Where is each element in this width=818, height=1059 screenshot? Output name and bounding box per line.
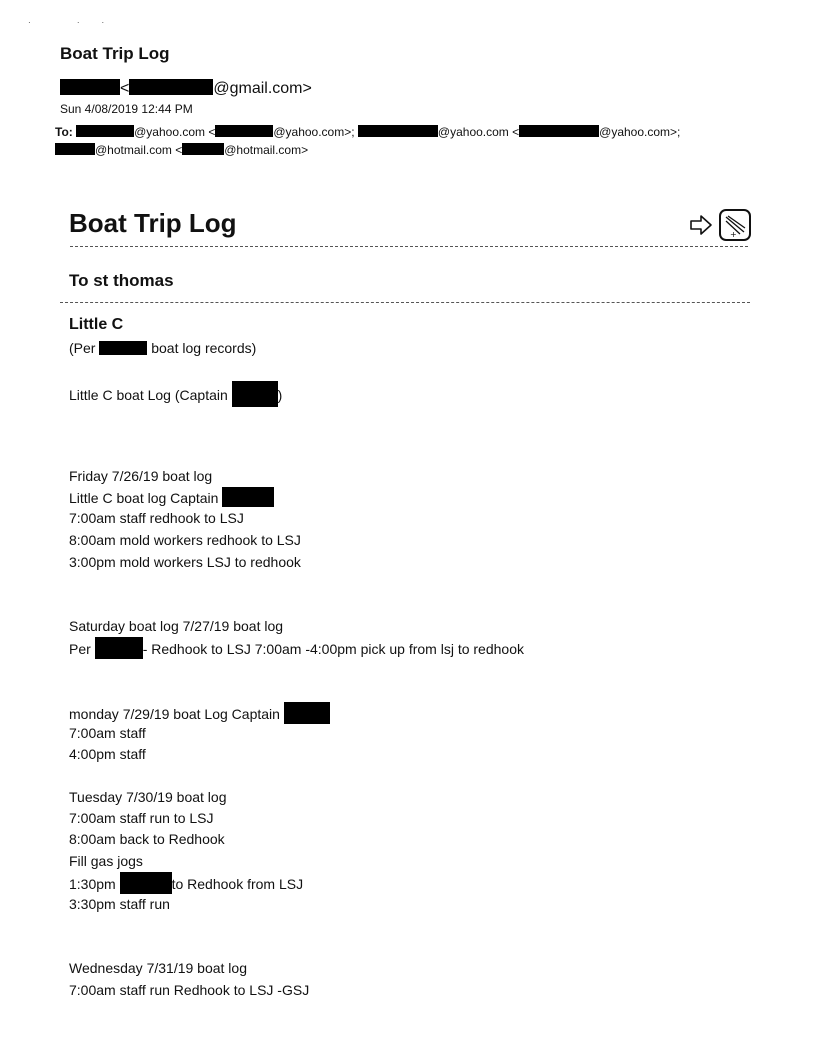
log-entry: 7:00am staff redhook to LSJ <box>69 510 244 526</box>
document-title: Boat Trip Log <box>69 208 237 238</box>
log-entry: 1:30pm to Redhook from LSJ <box>69 872 303 895</box>
captain-line: Little C boat Log (Captain ) <box>69 381 282 407</box>
tuesday-title: Tuesday 7/30/19 boat log <box>69 789 227 805</box>
monday-title: monday 7/29/19 boat Log Captain <box>69 702 330 725</box>
from-domain: @gmail.com> <box>213 80 312 98</box>
redacted-recipient <box>182 143 224 155</box>
email-date: Sun 4/08/2019 12:44 PM <box>60 102 193 116</box>
friday-title: Friday 7/26/19 boat log <box>69 468 213 484</box>
section-heading: To st thomas <box>69 271 174 290</box>
redacted-name <box>120 872 172 894</box>
log-entry: 7:00am staff <box>69 725 146 741</box>
redacted-email <box>129 79 213 95</box>
recipient-part: @yahoo.com>; <box>273 125 355 139</box>
redacted-name <box>60 79 120 95</box>
svg-text:+: + <box>730 230 737 239</box>
recipient-part: @hotmail.com> <box>224 143 309 157</box>
redacted-name <box>232 381 278 407</box>
per-records-line: (Per boat log records) <box>69 340 257 356</box>
friday-captain: Little C boat log Captain <box>69 487 274 509</box>
boat-name: Little C <box>69 316 124 333</box>
divider <box>60 302 750 303</box>
recipient-part: @yahoo.com < <box>437 125 520 139</box>
share-arrow-icon[interactable] <box>688 212 714 238</box>
wednesday-title: Wednesday 7/31/19 boat log <box>69 960 247 976</box>
add-note-stamp-icon[interactable] <box>718 208 752 242</box>
log-entry: 4:00pm staff <box>69 746 146 762</box>
log-entry: 7:00am staff run to LSJ <box>69 810 214 826</box>
log-entry: 3:30pm staff run <box>69 896 170 912</box>
log-entry: 7:00am staff run Redhook to LSJ -GSJ <box>69 982 310 998</box>
recipient-part: @yahoo.com>; <box>599 125 681 139</box>
log-entry: 8:00am mold workers redhook to LSJ <box>69 532 301 548</box>
redacted-recipient <box>55 143 95 155</box>
redacted-name <box>99 341 147 355</box>
redacted-recipient <box>519 125 599 137</box>
recipient-part: @yahoo.com < <box>134 125 216 139</box>
divider <box>70 246 748 247</box>
from-bracket: < <box>120 80 130 98</box>
redacted-recipient <box>215 125 273 137</box>
recipients-line-2 <box>55 141 680 159</box>
saturday-entry: Per - Redhook to LSJ 7:00am -4:00pm pick up from lsj to redhook <box>69 637 524 660</box>
log-entry: 8:00am back to Redhook <box>69 831 225 847</box>
redacted-recipient <box>76 125 134 137</box>
redacted-name <box>222 487 274 507</box>
recipient-part: @hotmail.com < <box>95 143 183 157</box>
redacted-recipient <box>358 125 438 137</box>
email-subject: Boat Trip Log <box>60 44 170 63</box>
redacted-name <box>95 637 143 659</box>
to-label: To: <box>55 125 73 139</box>
log-entry: Fill gas jogs <box>69 853 143 869</box>
saturday-title: Saturday boat log 7/27/19 boat log <box>69 618 284 634</box>
email-recipients <box>55 123 680 159</box>
log-entry: 3:00pm mold workers LSJ to redhook <box>69 554 301 570</box>
recipients-line-1 <box>55 123 680 141</box>
redacted-name <box>284 702 330 724</box>
scan-specks: · ·· <box>28 18 127 27</box>
email-from <box>60 79 312 98</box>
